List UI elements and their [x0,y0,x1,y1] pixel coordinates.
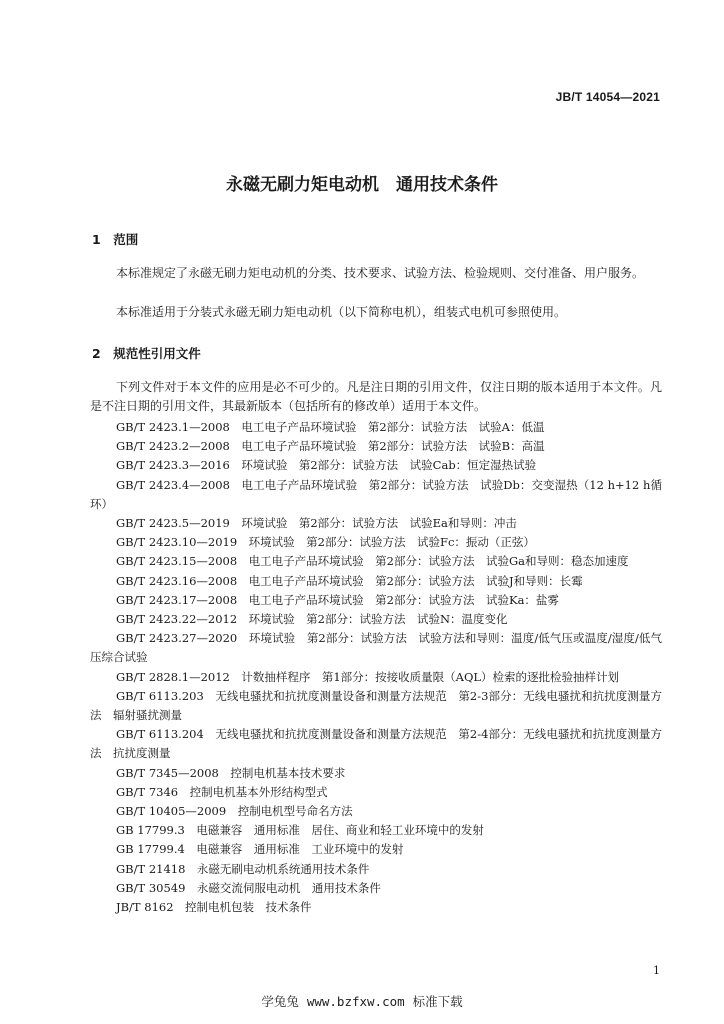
reference-item: GB/T 2423.4—2008 电工电子产品环境试验 第2部分：试验方法 试验Db：交变湿热（12 h+12 h循环） [90,477,662,511]
reference-item: GB/T 2423.5—2019 环境试验 第2部分：试验方法 试验Ea和导则：冲击 [116,516,517,531]
scope-paragraph-2: 本标准适用于分装式永磁无刷力矩电动机（以下简称电机），组装式电机可参照使用。 [116,305,567,319]
reference-item: GB/T 2423.2—2008 电工电子产品环境试验 第2部分：试验方法 试验B：高温 [116,439,545,454]
reference-item: GB/T 2423.22—2012 环境试验 第2部分：试验方法 试验N：温度变化 [116,612,508,627]
reference-item: GB/T 2423.16—2008 电工电子产品环境试验 第2部分：试验方法 试验J和导则：长霉 [116,573,583,588]
scope-paragraph-1: 本标准规定了永磁无刷力矩电动机的分类、技术要求、试验方法、检验规则、交付准备、用户服务。 [116,266,645,280]
section-heading-normative-references: 2 规范性引用文件 [92,346,201,361]
watermark-footer [0,992,724,1010]
reference-item: GB/T 6113.204 无线电骚扰和抗扰度测量设备和测量方法规范 第2-4部分：无线电骚扰和抗扰度测量方法 抗扰度测量 [90,727,662,761]
footer-url[interactable]: www.bzfxw.com [306,994,405,1009]
page-number: 1 [653,964,660,977]
reference-item: GB/T 6113.203 无线电骚扰和抗扰度测量设备和测量方法规范 第2-3部分：无线电骚扰和抗扰度测量方法 辐射骚扰测量 [90,688,662,723]
references-intro-paragraph: 下列文件对于本文件的应用是必不可少的。凡是注日期的引用文件，仅注日期的版本适用于本文件。凡是不注日期的引用文件，其最新版本（包括所有的修改单）适用于本文件。 [90,380,662,413]
footer-tagline: 标准下载 [412,994,463,1009]
footer-site-name: 学兔兔 [261,994,299,1009]
reference-item: GB/T 2423.27—2020 环境试验 第2部分：试验方法 试验方法和导则：温度/低气压或温度/湿度/低气压综合试验 [90,631,662,665]
reference-item: GB/T 7345—2008 控制电机基本技术要求 [116,765,346,780]
reference-item: GB/T 2423.17—2008 电工电子产品环境试验 第2部分：试验方法 试验Ka：盐雾 [116,592,559,607]
reference-item: GB/T 2423.1—2008 电工电子产品环境试验 第2部分：试验方法 试验A：低温 [116,420,545,434]
reference-item: JB/T 8162 控制电机包装 技术条件 [116,900,312,915]
standard-number: JB/T 14054—2021 [555,90,660,104]
section-heading-scope: 1 范围 [92,232,139,247]
reference-item: GB/T 10405—2009 控制电机型号命名方法 [116,804,353,819]
reference-item: GB/T 2423.10—2019 环境试验 第2部分：试验方法 试验Fc：振动（正弦） [116,535,535,550]
reference-item: GB/T 2423.3—2016 环境试验 第2部分：试验方法 试验Cab：恒定湿热试验 [116,458,537,473]
reference-item: GB 17799.3 电磁兼容 通用标准 居住、商业和轻工业环境中的发射 [116,823,484,838]
document-title: 永磁无刷力矩电动机 通用技术条件 [226,175,498,195]
reference-list [90,418,662,917]
reference-item: GB/T 7346 控制电机基本外形结构型式 [116,784,328,799]
reference-item: GB/T 30549 永磁交流伺服电动机 通用技术条件 [116,880,381,895]
reference-item: GB 17799.4 电磁兼容 通用标准 工业环境中的发射 [116,842,404,857]
reference-item: GB/T 21418 永磁无刷电动机系统通用技术条件 [116,861,370,876]
reference-item: GB/T 2423.15—2008 电工电子产品环境试验 第2部分：试验方法 试验Ga和导则：稳态加速度 [116,554,629,569]
reference-item: GB/T 2828.1—2012 计数抽样程序 第1部分：按接收质量限（AQL）检索的逐批检验抽样计划 [116,669,620,684]
